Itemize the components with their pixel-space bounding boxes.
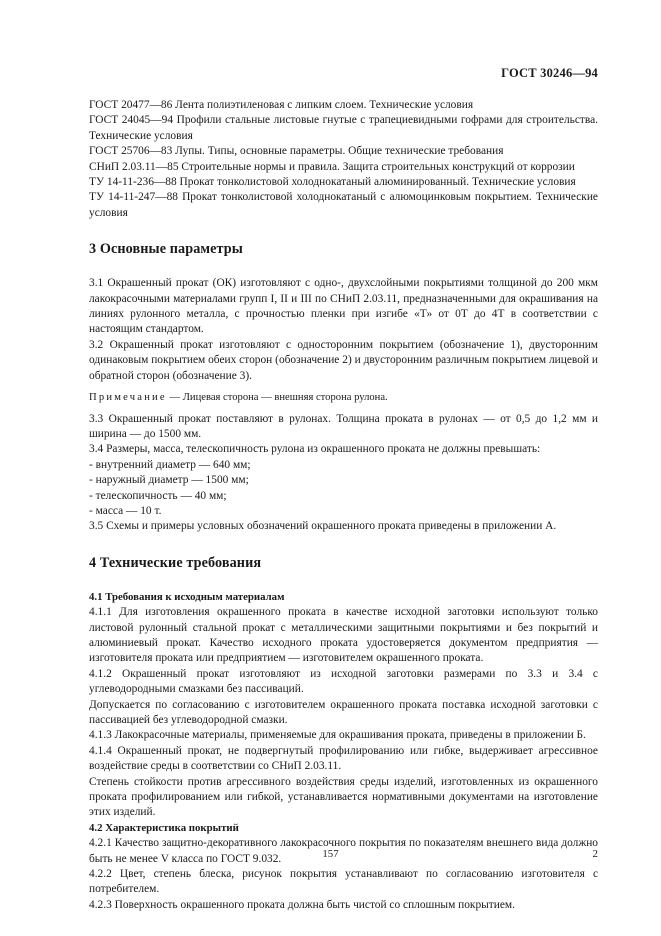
- reference-text: ГОСТ 25706—83 Лупы. Типы, основные параметры. Общие технические требования: [89, 145, 504, 158]
- clause-3-5: 3.5 Схемы и примеры условных обозначений окрашенного проката приведены в приложении А.: [89, 520, 557, 533]
- reference-item: [89, 98, 598, 113]
- document-body: [89, 98, 598, 913]
- reference-text: ТУ 14-11-236—88 Прокат тонколистовой холоднокатаный алюминированный. Технические условия: [89, 176, 576, 189]
- clause-4-1-4-continued: Степень стойкости против агрессивного воздействия среды изделий, изготовленных из окрашенного проката профилированием или гибкой, устанавливается нормативными документами на изготовление этих изделий.: [89, 775, 598, 819]
- clause-4-1-4: 4.1.4 Окрашенный прокат, не подвергнутый профилированию или гибке, выдерживает агрессивное воздействие среды в соответствии со СНиП 2.03.11.: [89, 744, 598, 773]
- reference-item: [89, 160, 598, 175]
- limit-item: - телескопичность — 40 мм;: [89, 489, 227, 502]
- section-3-heading: 3 Основные параметры: [89, 241, 243, 258]
- clause-3-2: 3.2 Окрашенный прокат изготовляют с односторонним покрытием (обозначение 1), двусторонним одинаковым покрытием обеих сторон (обозначение 2) и двусторонним различным покрытием лицевой и обратной сторон (обозначение 3).: [89, 338, 598, 382]
- clause-3-3: 3.3 Окрашенный прокат поставляют в рулонах. Толщина проката в рулонах — от 0,5 до 1,2 мм и ширина — до 1500 мм.: [89, 412, 598, 440]
- section-4-heading: 4 Технические требования: [89, 554, 262, 571]
- reference-item: [89, 144, 598, 159]
- note-text: — Лицевая сторона — внешняя сторона рулона.: [166, 392, 388, 404]
- section-4: [89, 590, 598, 914]
- clause-4-2-2: 4.2.2 Цвет, степень блеска, рисунок покрытия устанавливают по согласованию изготовителя с потребителем.: [89, 868, 598, 896]
- subsection-4-2-title: 4.2 Характеристика покрытий: [89, 821, 239, 834]
- limit-item: - внутренний диаметр — 640 мм;: [89, 458, 251, 471]
- clause-4-1-1: 4.1.1 Для изготовления окрашенного проката в качестве исходной заготовки используют только листовой рулонный стальной прокат с металлическими защитными покрытиями и без покрытий и алюминиевый прокат. Качество исходного проката удостоверяется документом предприятия — изготовителя проката или предприятием — изготовителем окрашенного проката.: [89, 606, 598, 665]
- clause-4-2-3: 4.2.3 Поверхность окрашенного проката должна быть чистой со сплошным покрытием.: [89, 898, 515, 911]
- subsection-4-1-title: 4.1 Требования к исходным материалам: [89, 590, 285, 603]
- note-label: Примечание: [89, 392, 167, 404]
- document-code: ГОСТ 30246—94: [501, 66, 598, 80]
- note: [89, 390, 598, 405]
- normative-references: [89, 98, 598, 221]
- clause-3-1: 3.1 Окрашенный прокат (ОК) изготовляют с одно-, двухслойными покрытиями толщиной до 200 мкм лакокрасочными материалами групп I, II и III по СНиП 2.03.11, предназначенными для окрашивания на линиях рулонного металла, с прочностью пленки при изгибе «Т» от 0Т до 4Т в соответствии с настоящим стандартом.: [89, 277, 598, 336]
- reference-text: СНиП 2.03.11—85 Строительные нормы и правила. Защита строительных конструкций от коррозии: [89, 160, 575, 173]
- reference-item: [89, 175, 598, 190]
- clause-4-2-1: 4.2.1 Качество защитно-декоративного лакокрасочного покрытия по показателям внешнего вида должно быть не менее V класса по ГОСТ 9.032.: [89, 837, 598, 865]
- clause-4-1-3: 4.1.3 Лакокрасочные материалы, применяемые для окрашивания проката, приведены в приложении Б.: [89, 729, 586, 742]
- reference-text: ГОСТ 24045—94 Профили стальные листовые гнутые с трапециевидными гофрами для строительства. Технические условия: [89, 114, 598, 142]
- clause-4-1-2-continued: Допускается по согласованию с изготовителем окрашенного проката поставка исходной заготовки с пассивацией без углеводородной смазки.: [89, 698, 598, 726]
- page-number: 2: [592, 848, 598, 860]
- clause-3-4: 3.4 Размеры, масса, телескопичность рулона из окрашенного проката не должны превышать:: [89, 443, 541, 456]
- reference-item: [89, 113, 598, 144]
- limit-item: - наружный диаметр — 1500 мм;: [89, 474, 249, 487]
- clause-4-1-2: 4.1.2 Окрашенный прокат изготовляют из исходной заготовки размерами по 3.3 и 3.4 с углеводородными смазками без пассиваций.: [89, 667, 598, 696]
- reference-text: ТУ 14-11-247—88 Прокат тонколистовой холоднокатаный с алюмоцинковым покрытием. Технические условия: [89, 191, 598, 219]
- folio-number: 157: [322, 848, 339, 860]
- section-3: [89, 276, 598, 535]
- reference-text: ГОСТ 20477—86 Лента полиэтиленовая с липким слоем. Технические условия: [89, 99, 474, 111]
- reference-item: [89, 190, 598, 221]
- limit-item: - масса — 10 т.: [89, 504, 162, 517]
